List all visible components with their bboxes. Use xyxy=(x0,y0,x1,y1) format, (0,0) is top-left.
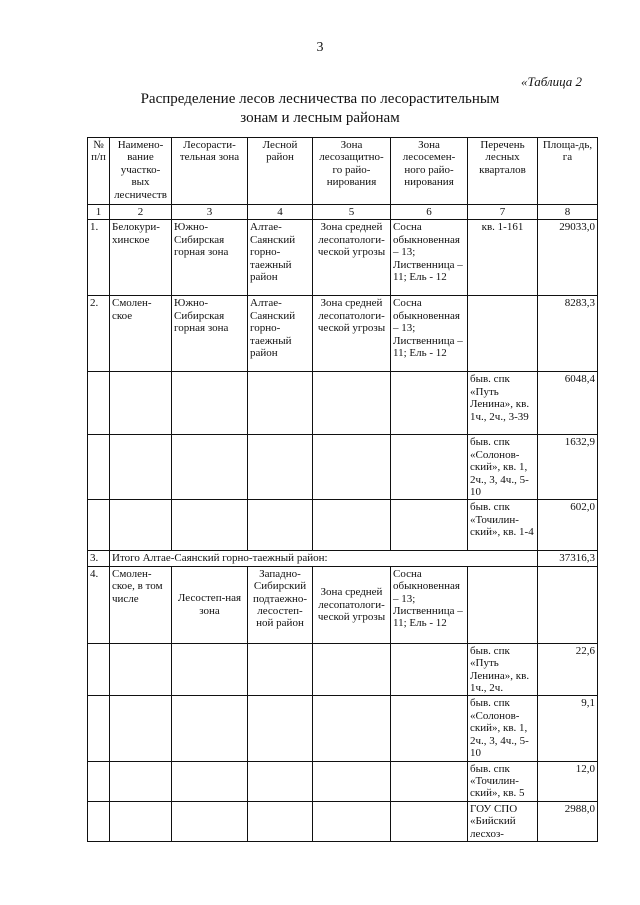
empty-cell xyxy=(313,435,391,500)
forestry-name: Белокури-хинское xyxy=(110,220,172,296)
area-value: 29033,0 xyxy=(538,220,598,296)
empty-cell xyxy=(248,643,313,696)
header-row xyxy=(88,138,598,205)
empty-cell xyxy=(110,435,172,500)
table-row xyxy=(88,372,598,435)
empty-cell xyxy=(313,500,391,551)
quarters-list xyxy=(468,296,538,372)
empty-cell xyxy=(172,500,248,551)
empty-cell xyxy=(172,801,248,841)
column-number: 1 xyxy=(88,205,110,220)
empty-cell xyxy=(110,643,172,696)
empty-cell xyxy=(391,801,468,841)
empty-cell xyxy=(88,500,110,551)
column-number: 4 xyxy=(248,205,313,220)
area-value: 602,0 xyxy=(538,500,598,551)
empty-cell xyxy=(313,761,391,801)
header-cell: Зона лесосемен-ного райо-нирования xyxy=(391,138,468,205)
vegetation-zone: Южно-Сибирская горная зона xyxy=(172,220,248,296)
quarters-list: кв. 1-161 xyxy=(468,220,538,296)
table-row xyxy=(88,696,598,761)
area-value: 37316,3 xyxy=(538,551,598,566)
empty-cell xyxy=(88,372,110,435)
quarters-list: быв. спк «Солонов-ский», кв. 1, 2ч., 3, 4ч., 5-10 xyxy=(468,696,538,761)
table-row xyxy=(88,566,598,643)
quarters-list: быв. спк «Точилин-ский», кв. 1-4 xyxy=(468,500,538,551)
empty-cell xyxy=(313,372,391,435)
empty-cell xyxy=(468,566,538,643)
empty-cell xyxy=(391,500,468,551)
column-number: 6 xyxy=(391,205,468,220)
column-number: 2 xyxy=(110,205,172,220)
forest-region: Западно-Сибирский подтаежно-лесостеп-ной район xyxy=(248,566,313,643)
empty-cell xyxy=(172,372,248,435)
empty-cell xyxy=(110,696,172,761)
table-row xyxy=(88,500,598,551)
empty-cell xyxy=(110,761,172,801)
protection-zone: Зона средней лесопатологи-ческой угрозы xyxy=(313,296,391,372)
header-cell: Зона лесозащитно-го райо-нирования xyxy=(313,138,391,205)
row-number: 3. xyxy=(88,551,110,566)
forest-region: Алтае-Саянский горно-таежный район xyxy=(248,220,313,296)
empty-cell xyxy=(248,435,313,500)
empty-cell xyxy=(88,801,110,841)
quarters-list: ГОУ СПО «Бийский лесхоз- xyxy=(468,801,538,841)
seed-zone: Сосна обыкновенная – 13; Лиственница – 11; Ель - 12 xyxy=(391,220,468,296)
empty-cell xyxy=(248,696,313,761)
row-number: 2. xyxy=(88,296,110,372)
table-row xyxy=(88,296,598,372)
quarters-list: быв. спк «Путь Ленина», кв. 1ч., 2ч. xyxy=(468,643,538,696)
area-value: 12,0 xyxy=(538,761,598,801)
empty-cell xyxy=(313,643,391,696)
title-line-1: Распределение лесов лесничества по лесорастительным xyxy=(140,91,500,107)
quarters-list: быв. спк «Точилин-ский», кв. 5 xyxy=(468,761,538,801)
protection-zone: Зона средней лесопатологи-ческой угрозы xyxy=(313,566,391,643)
vegetation-zone: Южно-Сибирская горная зона xyxy=(172,296,248,372)
empty-cell xyxy=(110,801,172,841)
header-cell: № п/п xyxy=(88,138,110,205)
empty-cell xyxy=(172,643,248,696)
empty-cell xyxy=(248,372,313,435)
table-row xyxy=(88,643,598,696)
column-number: 5 xyxy=(313,205,391,220)
row-number: 4. xyxy=(88,566,110,643)
empty-cell xyxy=(110,500,172,551)
forestry-name: Смолен-ское, в том числе xyxy=(110,566,172,643)
header-cell: Площа-дь, га xyxy=(538,138,598,205)
header-cell: Лесной район xyxy=(248,138,313,205)
quarters-list: быв. спк «Солонов-ский», кв. 1, 2ч., 3, 4ч., 5-10 xyxy=(468,435,538,500)
empty-cell xyxy=(391,696,468,761)
empty-cell xyxy=(248,801,313,841)
protection-zone: Зона средней лесопатологи-ческой угрозы xyxy=(313,220,391,296)
area-value: 8283,3 xyxy=(538,296,598,372)
empty-cell xyxy=(313,696,391,761)
empty-cell xyxy=(248,761,313,801)
title-line-2: зонам и лесным районам xyxy=(240,110,400,126)
area-value: 9,1 xyxy=(538,696,598,761)
page-number: 3 xyxy=(316,40,324,55)
column-number-row xyxy=(88,205,598,220)
empty-cell xyxy=(110,372,172,435)
empty-cell xyxy=(391,761,468,801)
empty-cell xyxy=(391,643,468,696)
empty-cell xyxy=(88,761,110,801)
area-value: 1632,9 xyxy=(538,435,598,500)
column-number: 3 xyxy=(172,205,248,220)
table-row xyxy=(88,761,598,801)
header-cell: Наимено-вание участко-вых лесничеств xyxy=(110,138,172,205)
empty-cell xyxy=(172,761,248,801)
empty-cell xyxy=(313,801,391,841)
header-cell: Перечень лесных кварталов xyxy=(468,138,538,205)
header-cell: Лесорасти-тельная зона xyxy=(172,138,248,205)
empty-cell xyxy=(88,435,110,500)
area-value: 2988,0 xyxy=(538,801,598,841)
empty-cell xyxy=(172,696,248,761)
empty-cell xyxy=(88,643,110,696)
area-value: 22,6 xyxy=(538,643,598,696)
empty-cell xyxy=(538,566,598,643)
forest-distribution-table xyxy=(87,137,598,842)
table-row xyxy=(88,220,598,296)
forest-region: Алтае-Саянский горно-таежный район xyxy=(248,296,313,372)
table-row xyxy=(88,801,598,841)
table-title xyxy=(0,90,640,128)
empty-cell xyxy=(391,372,468,435)
vegetation-zone: Лесостеп-ная зона xyxy=(172,566,248,643)
seed-zone: Сосна обыкновенная – 13; Лиственница – 11; Ель - 12 xyxy=(391,566,468,643)
empty-cell xyxy=(391,435,468,500)
total-label: Итого Алтае-Саянский горно-таежный район: xyxy=(110,551,538,566)
forestry-name: Смолен-ское xyxy=(110,296,172,372)
column-number: 8 xyxy=(538,205,598,220)
total-row xyxy=(88,551,598,566)
seed-zone: Сосна обыкновенная – 13; Лиственница – 11; Ель - 12 xyxy=(391,296,468,372)
row-number: 1. xyxy=(88,220,110,296)
column-number: 7 xyxy=(468,205,538,220)
quarters-list: быв. спк «Путь Ленина», кв. 1ч., 2ч., 3-39 xyxy=(468,372,538,435)
table-row xyxy=(88,435,598,500)
empty-cell xyxy=(88,696,110,761)
empty-cell xyxy=(172,435,248,500)
empty-cell xyxy=(248,500,313,551)
area-value: 6048,4 xyxy=(538,372,598,435)
table-reference: «Таблица 2 xyxy=(520,74,582,89)
